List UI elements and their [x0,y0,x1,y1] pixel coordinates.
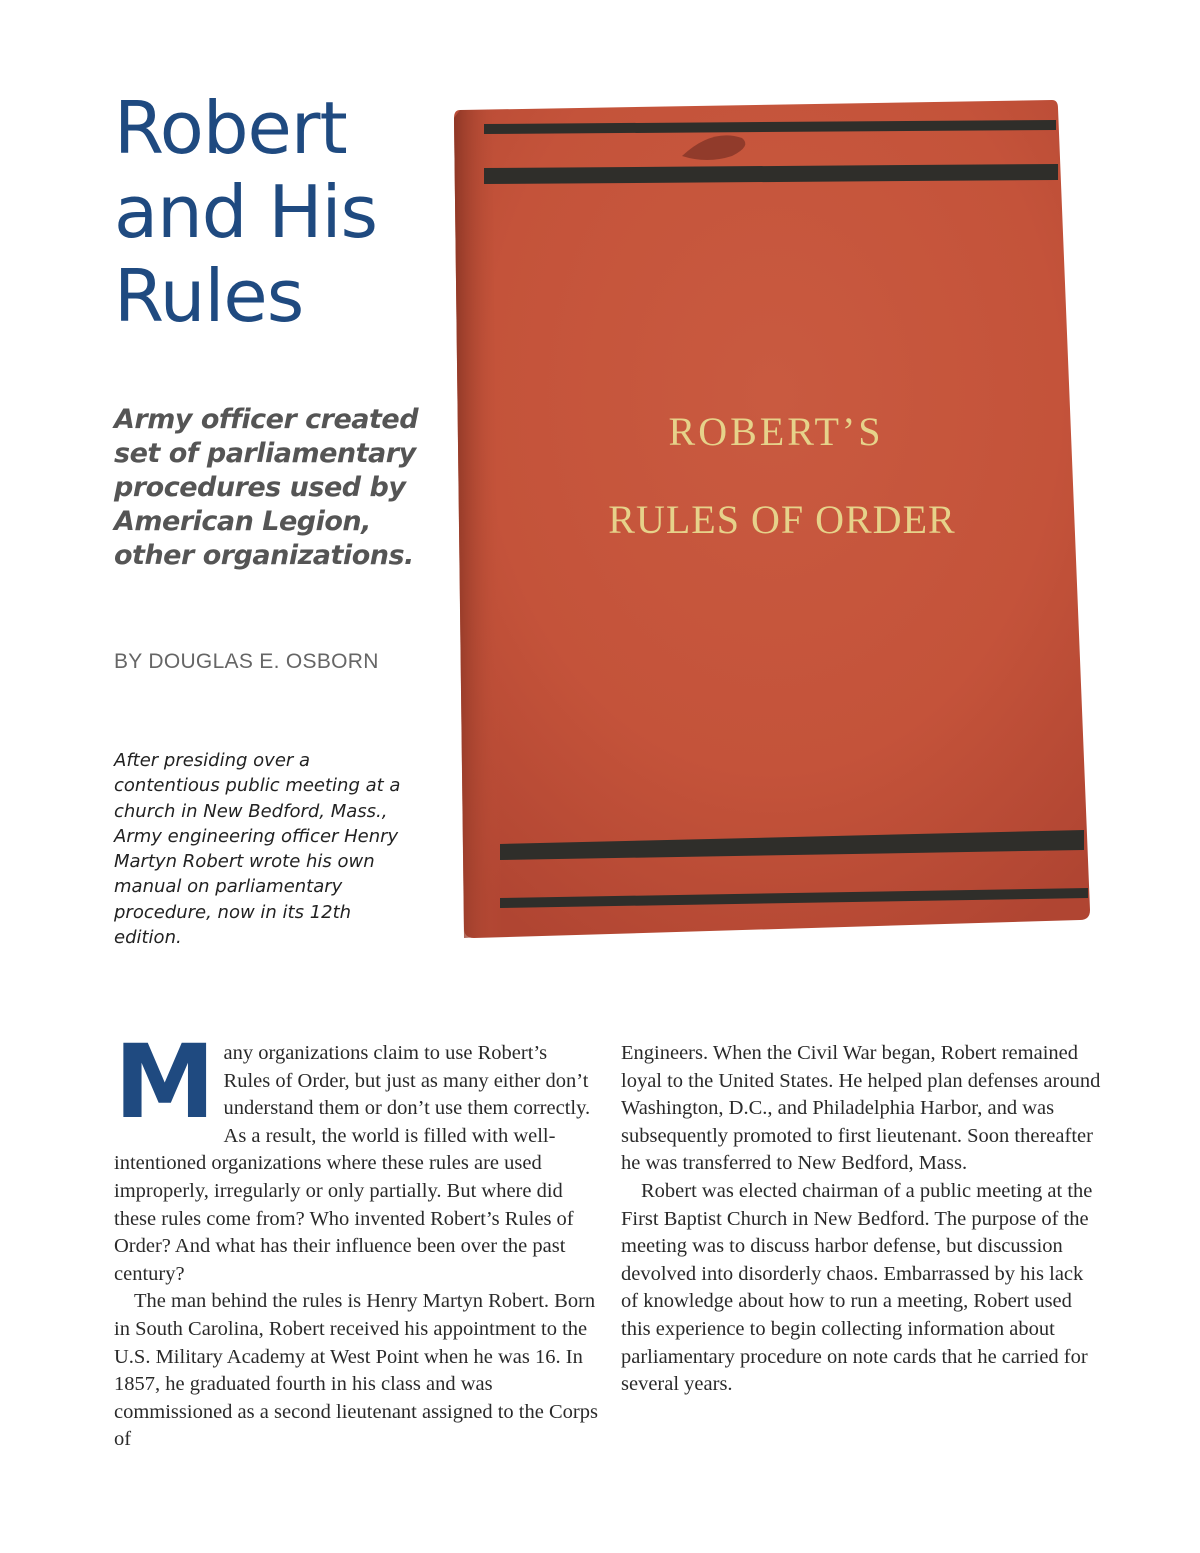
body-paragraph [114,1023,598,1288]
body-column-right [621,1040,1105,1399]
byline: BY DOUGLAS E. OSBORN [114,650,379,673]
title-line: Robert [114,86,347,170]
cover-title-line1: ROBERT’S [668,409,884,454]
title-line: Rules [114,254,304,338]
photo-caption: After presiding over a contentious public meeting at a church in New Bedford, Mass., Army engineering officer Henry Martyn Robert wrote his own manual on parliamentary procedure, now in its 12th edition. [114,750,401,949]
book-cover-photo [452,98,1092,938]
body-paragraph: The man behind the rules is Henry Martyn Robert. Born in South Carolina, Robert received his appointment to the U.S. Military Academy at West Point when he was 16. In 1857, he graduated fourth in his class and was commissioned as a second lieutenant assigned to the Corps of [114,1290,598,1451]
paragraph-text: any organizations claim to use Robert’s Rules of Order, but just as many either don’t understand them or don’t use them correctly. As a result, the world is filled with well-intentioned organizations where these rules are used improperly, irregularly or only partially. But where did these rules come from? Who invented Robert’s Rules of Order? And what has their influence been over the past century? [114,1042,591,1285]
body-paragraph: Robert was elected chairman of a public meeting at the First Baptist Church in New Bedford. The purpose of the meeting was to discuss harbor defense, but discussion devolved into disorderly chaos. Embarrassed by his lack of knowledge about how to run a meeting, Robert used this experience to begin collecting information about parliamentary procedure on note cards that he carried for several years. [621,1179,1093,1396]
title-line: and His [114,170,377,254]
drop-cap: M [114,1023,216,1142]
article-title [114,86,434,338]
body-paragraph: Engineers. When the Civil War began, Robert remained loyal to the United States. He helped plan defenses around Washington, D.C., and Philadelphia Harbor, and was subsequently promoted to first lieutenant. Soon thereafter he was transferred to New Bedford, Mass. [621,1042,1101,1175]
body-column-left [114,1023,598,1454]
cover-title-line2: RULES OF ORDER [608,497,956,542]
article-dek: Army officer created set of parliamentary procedures used by American Legion, other organizations. [114,404,419,571]
